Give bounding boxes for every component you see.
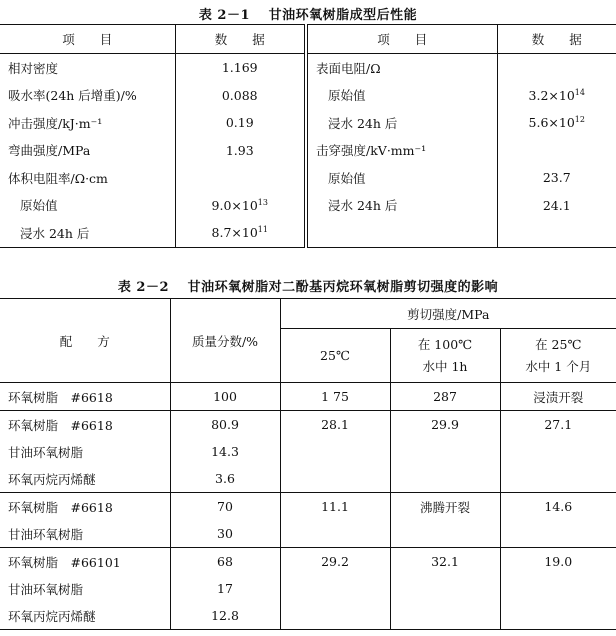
table2-header-row [0,299,616,329]
table1-item-right: 原始值 [306,164,497,192]
table1-header-row [0,25,616,54]
table1-value-left [175,164,306,192]
table1-item-right: 击穿强度/kV·mm⁻¹ [306,137,497,165]
table1-value-right: 24.1 [497,192,616,220]
table-row [0,383,616,411]
table1-item-left: 冲击强度/kJ·m⁻¹ [8,115,103,131]
table2-mass: 70 [170,493,280,521]
table2-shear-25c: 11.1 [280,493,390,521]
table-row [0,192,616,220]
table2-caption [0,276,616,295]
table1-value-left: 0.088 [175,82,306,110]
table1-value-right-exponent: 14 [574,87,585,97]
table2-caption-number: 表 2－2 [117,280,170,295]
table1-value-left-exponent: 11 [257,225,268,235]
table1-item-left: 体积电阻率/Ω·cm [8,170,108,186]
table2-mass: 30 [170,520,280,548]
table1-value-left-base: 9.0×10 [211,197,258,213]
table-row [0,137,616,165]
table2-shear-100c: 32.1 [390,548,500,576]
table2-shear-100c [390,575,500,602]
table2-header-formula: 配 方 [0,299,170,383]
table1-value-left [175,219,306,247]
table2-shear-25c [280,602,390,630]
table2-header-25c-water-1month [500,329,616,383]
table2-shear-25c [280,520,390,548]
table1-item-left: 吸水率(24h 后增重)/% [8,88,137,104]
table2-formula: 甘油环氧树脂 [8,444,84,460]
table1-value-right-base: 3.2×10 [528,87,575,103]
table2-shear-25c-month: 浸渍开裂 [500,383,616,411]
table2-shear-25c-month: 19.0 [500,548,616,576]
table2-shear-100c [390,602,500,630]
table2-formula: 甘油环氧树脂 [0,520,170,548]
table-row [0,548,616,576]
table2-mass: 3.6 [170,465,280,493]
table1-header-value-right: 数 据 [497,25,616,54]
table2 [0,298,616,630]
table2-shear-100c [390,465,500,493]
table1-header-item-left: 项 目 [0,25,175,54]
table1-item-left: 原始值 [20,198,58,214]
table2-shear-25c: 28.1 [280,411,390,439]
table2-shear-25c-month: 14.6 [500,493,616,521]
table-row [0,520,616,548]
table2-shear-25c [280,575,390,602]
table2-shear-25c-month [500,575,616,602]
table2-caption-title: 甘油环氧树脂对二酚基丙烷环氧树脂剪切强度的影响 [187,280,499,295]
table2-shear-100c: 287 [390,383,500,411]
table2-formula: 环氧树脂 #66101 [8,554,121,570]
table2-shear-25c-month [500,520,616,548]
table1-value-left: 1.169 [175,54,306,82]
table2-formula: 环氧树脂 #6618 [8,417,113,433]
table1-item-right: 原始值 [306,82,497,110]
table1-caption-number: 表 2－1 [198,8,251,23]
table1-value-left [175,192,306,220]
table1-value-right [497,82,616,110]
table2-header-100c-line1: 在 100℃ [417,336,473,352]
table1-value-right [497,54,616,82]
table2-shear-100c: 沸腾开裂 [390,493,500,521]
table-row [0,493,616,521]
table2-shear-25c-month [500,602,616,630]
table1-item-left: 弯曲强度/MPa [8,143,91,159]
table-row [0,438,616,465]
table2-mass: 12.8 [170,602,280,630]
table2-formula: 环氧树脂 #6618 [8,499,113,515]
table2-header-100c-water-1h [390,329,500,383]
table2-shear-25c: 1 75 [280,383,390,411]
table1-value-left-base: 8.7×10 [211,225,258,241]
table1-item-right: 浸水 24h 后 [306,192,497,220]
table-row [0,411,616,439]
table1-item-left: 相对密度 [8,60,59,76]
table1 [0,24,616,248]
table1-value-right-exponent: 12 [574,115,585,125]
table2-shear-25c [280,465,390,493]
table1-caption [0,4,616,23]
table1-value-right-base: 5.6×10 [528,115,575,131]
table2-header-25c-month-line1: 在 25℃ [535,336,582,352]
table1-header-item-right: 项 目 [306,25,497,54]
table2-shear-25c: 29.2 [280,548,390,576]
table-row [0,164,616,192]
table-row [0,465,616,493]
table1-value-left-exponent: 13 [257,197,268,207]
table2-mass: 17 [170,575,280,602]
table1-item-right: 表面电阻/Ω [306,54,497,82]
table2-header-100c-line2: 水中 1h [422,358,468,374]
table-row [0,109,616,137]
table2-shear-25c [280,438,390,465]
table2-shear-100c: 29.9 [390,411,500,439]
table2-header-shear-strength: 剪切强度/MPa [280,299,616,329]
table1-value-right [497,109,616,137]
table1-item-left: 浸水 24h 后 [20,225,90,241]
table2-shear-25c-month: 27.1 [500,411,616,439]
table2-shear-25c-month [500,438,616,465]
table2-mass: 14.3 [170,438,280,465]
table2-formula: 甘油环氧树脂 [8,581,84,597]
table2-header-25c-month-line2: 水中 1 个月 [525,358,592,374]
table-row [0,575,616,602]
table2-mass: 80.9 [170,411,280,439]
table-row [0,602,616,630]
table1-value-right: 23.7 [497,164,616,192]
table1-value-left: 0.19 [175,109,306,137]
table2-shear-100c [390,520,500,548]
table-row [0,219,616,247]
table2-formula: 环氧丙烷丙烯醚 [0,465,170,493]
table2-formula: 环氧树脂 #6618 [0,383,170,411]
table1-value-right [497,137,616,165]
table-row [0,82,616,110]
table1-item-right: 浸水 24h 后 [306,109,497,137]
table-row [0,54,616,82]
table2-formula: 环氧丙烷丙烯醚 [8,608,96,624]
table2-mass: 68 [170,548,280,576]
table2-shear-100c [390,438,500,465]
table2-shear-25c-month [500,465,616,493]
table1-value-right [497,219,616,247]
table1-item-right [306,219,497,247]
table2-header-mass-fraction: 质量分数/% [170,299,280,383]
table1-header-value-left: 数 据 [175,25,306,54]
table2-mass: 100 [170,383,280,411]
table2-header-25c: 25℃ [280,329,390,383]
table1-caption-title: 甘油环氧树脂成型后性能 [268,8,418,23]
table1-value-left: 1.93 [175,137,306,165]
